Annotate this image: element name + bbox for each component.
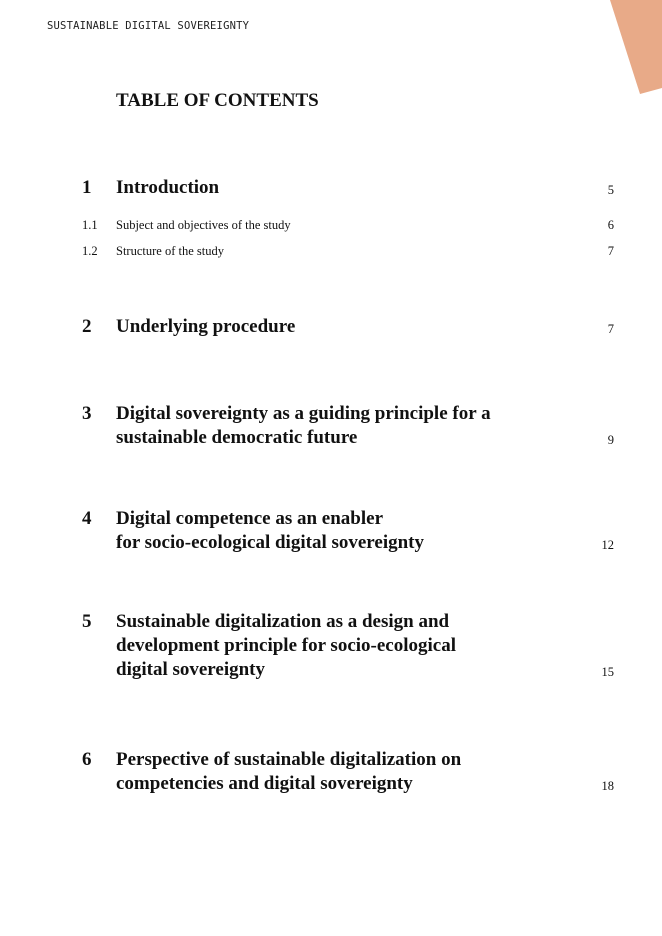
- chapter-title: [116, 507, 536, 555]
- toc-subsection-1-2[interactable]: [0, 243, 662, 259]
- subsection-page-number: 6: [607, 218, 614, 232]
- chapter-number: 3: [82, 403, 92, 424]
- subsection-title: Subject and objectives of the study: [116, 218, 291, 232]
- chapter-title: [116, 176, 536, 200]
- toc-heading: TABLE OF CONTENTS: [116, 90, 319, 111]
- chapter-title-line: competencies and digital sovereignty: [116, 773, 413, 794]
- corner-accent-shape: [610, 0, 662, 94]
- subsection-number: 1.1: [82, 218, 98, 232]
- chapter-number: 4: [82, 508, 92, 529]
- chapter-title-line: development principle for socio-ecological: [116, 635, 457, 656]
- chapter-page-number: 12: [601, 538, 614, 552]
- chapter-number: 6: [82, 749, 92, 770]
- chapter-title-line: Sustainable digitalization as a design and: [116, 611, 450, 632]
- chapter-title-line: Digital competence as an enabler: [116, 508, 384, 529]
- chapter-title-line: digital sovereignty: [116, 659, 266, 680]
- chapter-title-line: Introduction: [116, 177, 220, 198]
- toc-subsection-1-1[interactable]: [0, 217, 662, 233]
- subsection-page-number: 7: [607, 244, 614, 258]
- chapter-title: [116, 315, 536, 339]
- chapter-title-line: for socio-ecological digital sovereignty: [116, 532, 424, 553]
- chapter-page-number: 7: [607, 322, 614, 336]
- chapter-title-line: Perspective of sustainable digitalization on: [116, 749, 462, 770]
- chapter-title-line: Digital sovereignty as a guiding principle for a: [116, 403, 491, 424]
- chapter-title-line: Underlying procedure: [116, 316, 296, 337]
- chapter-page-number: 18: [601, 779, 614, 793]
- chapter-page-number: 15: [601, 665, 614, 679]
- chapter-title: [116, 402, 536, 450]
- chapter-title: [116, 610, 536, 682]
- chapter-number: 5: [82, 611, 92, 632]
- running-header: SUSTAINABLE DIGITAL SOVEREIGNTY: [47, 20, 250, 32]
- chapter-page-number: 5: [607, 183, 614, 197]
- subsection-title: Structure of the study: [116, 244, 224, 258]
- chapter-number: 1: [82, 177, 92, 198]
- chapter-title-line: sustainable democratic future: [116, 427, 358, 448]
- chapter-page-number: 9: [607, 433, 614, 447]
- chapter-number: 2: [82, 316, 92, 337]
- chapter-title: [116, 748, 536, 796]
- subsection-number: 1.2: [82, 244, 98, 258]
